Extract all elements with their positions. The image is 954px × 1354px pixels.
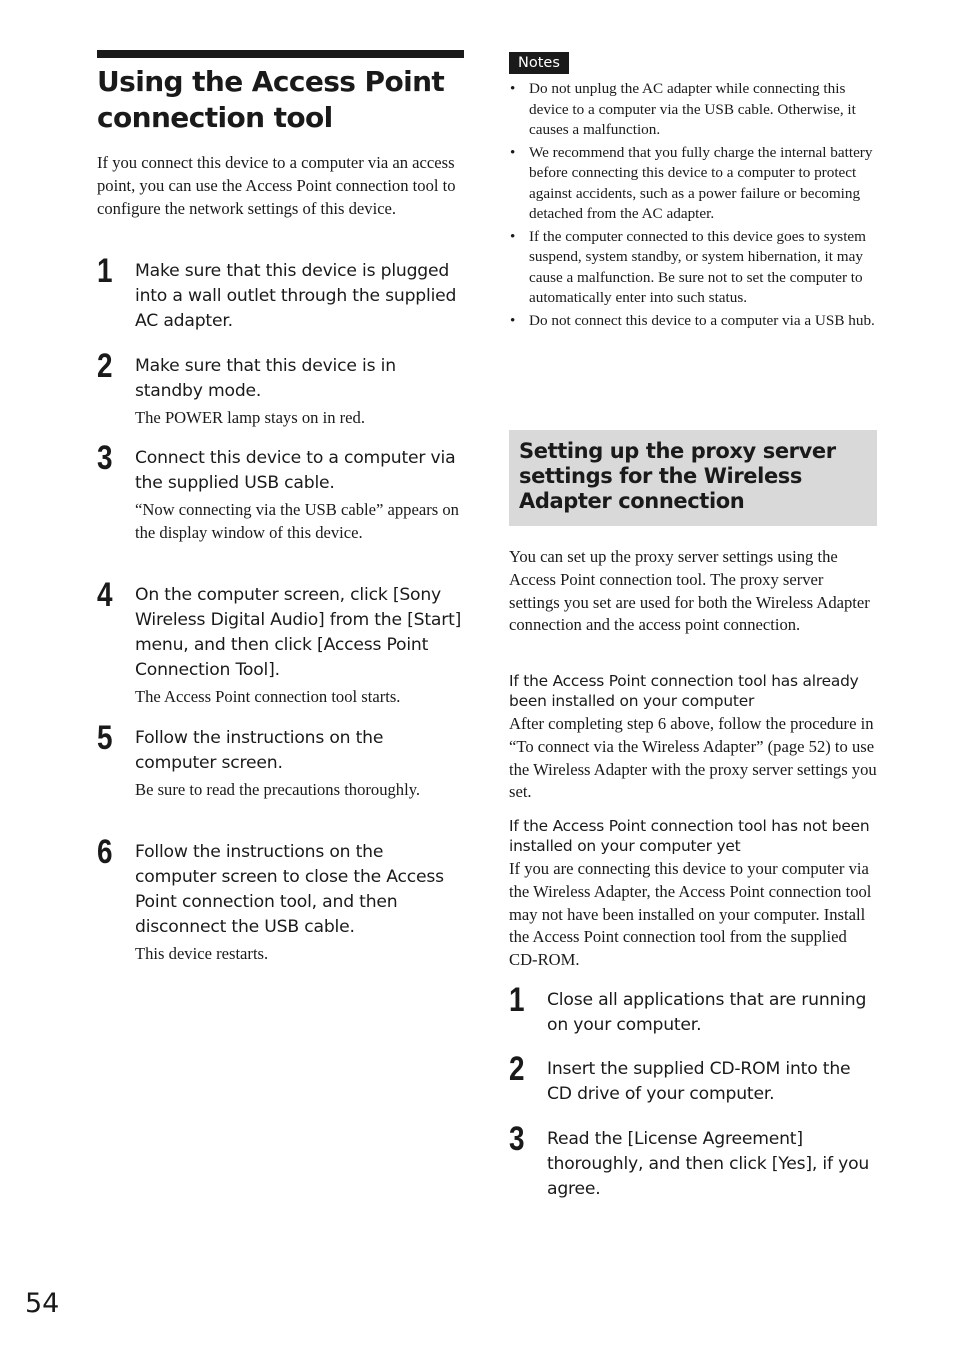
intro-paragraph: If you connect this device to a computer via an access point, you can use the Access Point connection tool to configure the network settings of this device. bbox=[97, 153, 456, 218]
case1-body: After completing step 6 above, follow the procedure in “To connect via the Wireless Adapter” (page 52) to use the Wireless Adapter with the proxy server settings you set. bbox=[509, 714, 877, 802]
step-text: Follow the instructions on the computer screen. bbox=[135, 728, 384, 773]
step-text: Insert the supplied CD-ROM into the CD drive of your computer. bbox=[547, 1059, 851, 1104]
bullet-icon: • bbox=[510, 311, 516, 329]
section-title: Setting up the proxy server settings for the Wireless Adapter connection bbox=[519, 439, 836, 513]
step-number: 1 bbox=[97, 252, 113, 290]
step-result: The POWER lamp stays on in red. bbox=[135, 408, 365, 427]
case2-body: If you are connecting this device to your computer via the Wireless Adapter, the Access Point connection tool may not have been installed on your computer. Install the Access Point connection tool from the supplied CD-ROM. bbox=[509, 859, 872, 970]
step-number: 5 bbox=[97, 719, 113, 757]
case2-heading: If the Access Point connection tool has not been installed on your computer yet bbox=[509, 817, 870, 855]
section-intro: You can set up the proxy server settings using the Access Point connection tool. The proxy server settings you set are used for both the Wireless Adapter connection and the access point connection. bbox=[509, 547, 870, 635]
step-result: Be sure to read the precautions thoroughly. bbox=[135, 780, 421, 799]
section-header-box bbox=[509, 430, 877, 526]
step-text: Follow the instructions on the computer screen to close the Access Point connection tool, and then disconnect the USB cable. bbox=[135, 842, 444, 937]
page-number: 54 bbox=[25, 1288, 60, 1319]
step-text: Close all applications that are running on your computer. bbox=[547, 990, 867, 1035]
step-number: 6 bbox=[97, 833, 113, 871]
note-item bbox=[509, 227, 877, 309]
note-item bbox=[509, 79, 877, 141]
note-text: Do not connect this device to a computer via a USB hub. bbox=[529, 311, 875, 329]
step-result: “Now connecting via the USB cable” appears on the display window of this device. bbox=[135, 500, 459, 542]
case1-heading: If the Access Point connection tool has already been installed on your computer bbox=[509, 672, 859, 710]
step-number: 4 bbox=[97, 576, 113, 614]
notes-list bbox=[509, 79, 877, 333]
bullet-icon: • bbox=[510, 80, 516, 97]
step-number: 1 bbox=[509, 981, 525, 1019]
step-number: 2 bbox=[97, 347, 113, 385]
step-result: This device restarts. bbox=[135, 944, 269, 963]
note-text: We recommend that you fully charge the internal battery before connecting this device to a computer to protect against accidents, such as a power failure or becoming detached from the AC adapter. bbox=[529, 143, 873, 222]
bullet-icon: • bbox=[510, 143, 516, 161]
step-text: Connect this device to a computer via the supplied USB cable. bbox=[135, 448, 456, 493]
step-text: On the computer screen, click [Sony Wireless Digital Audio] from the [Start] menu, and then click [Access Point Connection Tool]. bbox=[135, 585, 462, 680]
step-text: Make sure that this device is in standby mode. bbox=[135, 356, 396, 401]
note-text: If the computer connected to this device goes to system suspend, system standby, or system hibernation, it may cause a malfunction. Be sure not to set the computer to automatically enter into such status. bbox=[529, 227, 866, 306]
step-number: 3 bbox=[509, 1120, 525, 1158]
step-text: Read the [License Agreement] thoroughly, and then click [Yes], if you agree. bbox=[547, 1129, 870, 1199]
step-number: 3 bbox=[97, 439, 113, 477]
note-item bbox=[509, 143, 877, 225]
bullet-icon: • bbox=[510, 227, 516, 245]
note-text: Do not unplug the AC adapter while connecting this device to a computer via the USB cable. Otherwise, it causes a malfunction. bbox=[529, 80, 856, 138]
step-result: The Access Point connection tool starts. bbox=[135, 687, 401, 706]
step-text: Make sure that this device is plugged into a wall outlet through the supplied AC adapter. bbox=[135, 261, 457, 331]
step-number: 2 bbox=[509, 1050, 525, 1088]
note-item bbox=[509, 311, 877, 332]
title-rule bbox=[97, 50, 464, 58]
notes-label: Notes bbox=[509, 52, 569, 74]
page-title: Using the Access Point connection tool bbox=[97, 65, 445, 134]
